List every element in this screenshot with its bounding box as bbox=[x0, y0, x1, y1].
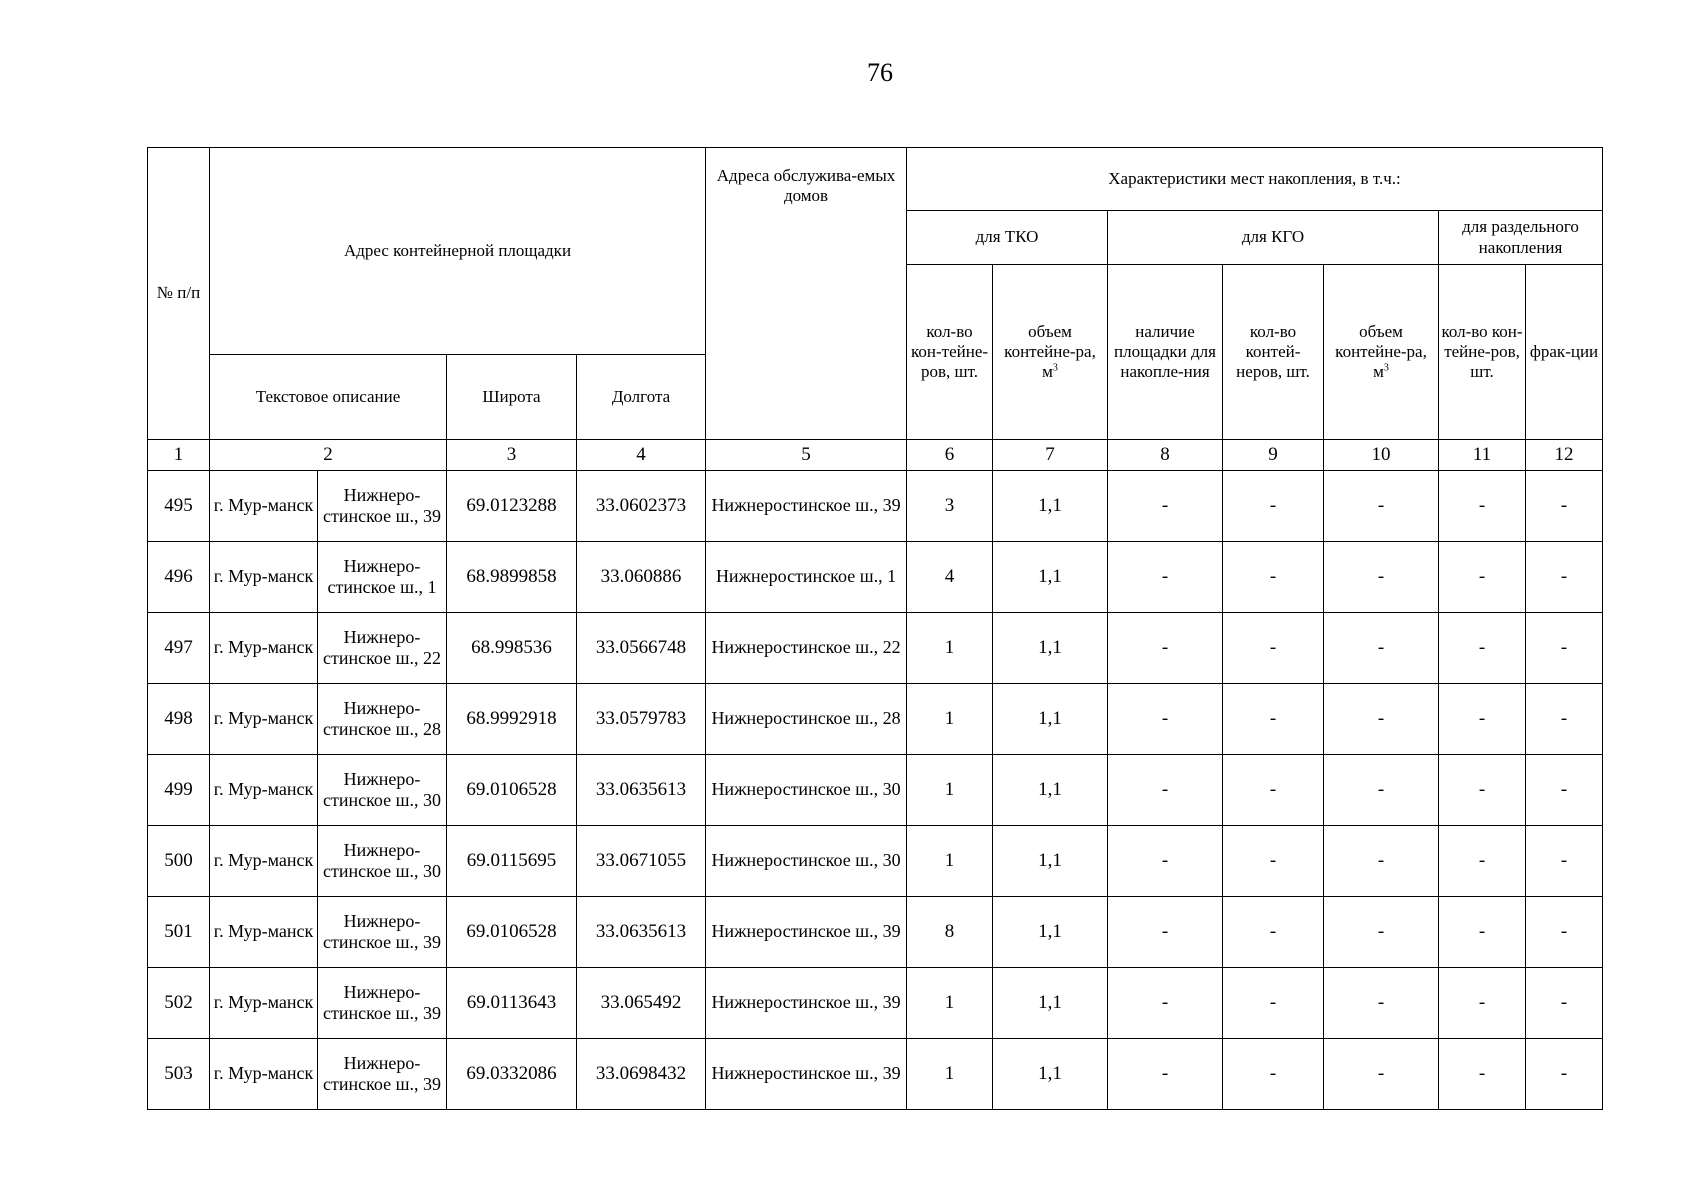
sep-count-cell: - bbox=[1439, 471, 1526, 542]
street-cell: Нижнеро-стинское ш., 22 bbox=[318, 613, 447, 684]
tko-volume-cell: 1,1 bbox=[993, 897, 1108, 968]
tko-count-cell: 1 bbox=[907, 613, 993, 684]
city-cell: г. Мур-манск bbox=[210, 897, 318, 968]
column-number: 4 bbox=[577, 440, 706, 471]
header-tko-volume: объем контейне-ра, $м^3$ bbox=[993, 265, 1108, 440]
sep-fractions-cell: - bbox=[1526, 471, 1603, 542]
sep-fractions-cell: - bbox=[1526, 684, 1603, 755]
street-cell: Нижнеро-стинское ш., 28 bbox=[318, 684, 447, 755]
container-sites-table bbox=[147, 147, 1603, 1110]
header-separate: для раздельного накопления bbox=[1439, 211, 1603, 265]
kgo-volume-cell: - bbox=[1324, 1039, 1439, 1110]
latitude-cell: 69.0106528 bbox=[447, 755, 577, 826]
tko-volume-cell: 1,1 bbox=[993, 1039, 1108, 1110]
kgo-volume-cell: - bbox=[1324, 613, 1439, 684]
latitude-cell: 69.0115695 bbox=[447, 826, 577, 897]
table-row bbox=[148, 471, 1603, 542]
longitude-cell: 33.065492 bbox=[577, 968, 706, 1039]
tko-count-cell: 1 bbox=[907, 968, 993, 1039]
longitude-cell: 33.0602373 bbox=[577, 471, 706, 542]
table-row bbox=[148, 755, 1603, 826]
latitude-cell: 68.998536 bbox=[447, 613, 577, 684]
row-number: 499 bbox=[148, 755, 210, 826]
header-tko: для ТКО bbox=[907, 211, 1108, 265]
latitude-cell: 69.0106528 bbox=[447, 897, 577, 968]
header-kgo-count: кол-во контей-неров, шт. bbox=[1223, 265, 1324, 440]
longitude-cell: 33.0671055 bbox=[577, 826, 706, 897]
tko-count-cell: 4 bbox=[907, 542, 993, 613]
row-number: 496 bbox=[148, 542, 210, 613]
header-kgo: для КГО bbox=[1108, 211, 1439, 265]
kgo-site-cell: - bbox=[1108, 471, 1223, 542]
table-row bbox=[148, 897, 1603, 968]
tko-count-cell: 8 bbox=[907, 897, 993, 968]
city-cell: г. Мур-манск bbox=[210, 1039, 318, 1110]
longitude-cell: 33.0635613 bbox=[577, 897, 706, 968]
column-number: 9 bbox=[1223, 440, 1324, 471]
sep-fractions-cell: - bbox=[1526, 542, 1603, 613]
kgo-count-cell: - bbox=[1223, 1039, 1324, 1110]
kgo-count-cell: - bbox=[1223, 471, 1324, 542]
kgo-count-cell: - bbox=[1223, 968, 1324, 1039]
street-cell: Нижнеро-стинское ш., 30 bbox=[318, 826, 447, 897]
street-cell: Нижнеро-стинское ш., 39 bbox=[318, 968, 447, 1039]
column-number: 6 bbox=[907, 440, 993, 471]
kgo-volume-cell: - bbox=[1324, 897, 1439, 968]
kgo-site-cell: - bbox=[1108, 684, 1223, 755]
header-container-address: Адрес контейнерной площадки bbox=[210, 148, 706, 355]
city-cell: г. Мур-манск bbox=[210, 755, 318, 826]
sep-count-cell: - bbox=[1439, 684, 1526, 755]
tko-count-cell: 3 bbox=[907, 471, 993, 542]
longitude-cell: 33.0566748 bbox=[577, 613, 706, 684]
page-number: 76 bbox=[867, 58, 893, 87]
sep-count-cell: - bbox=[1439, 897, 1526, 968]
tko-volume-cell: 1,1 bbox=[993, 684, 1108, 755]
street-cell: Нижнеро-стинское ш., 1 bbox=[318, 542, 447, 613]
sep-fractions-cell: - bbox=[1526, 1039, 1603, 1110]
longitude-cell: 33.0635613 bbox=[577, 755, 706, 826]
sep-count-cell: - bbox=[1439, 1039, 1526, 1110]
sep-count-cell: - bbox=[1439, 755, 1526, 826]
table-row bbox=[148, 826, 1603, 897]
header-sep-count: кол-во кон-тейне-ров, шт. bbox=[1439, 265, 1526, 440]
header-text-description: Текстовое описание bbox=[210, 355, 447, 440]
kgo-site-cell: - bbox=[1108, 826, 1223, 897]
table-row bbox=[148, 613, 1603, 684]
sep-count-cell: - bbox=[1439, 968, 1526, 1039]
kgo-count-cell: - bbox=[1223, 542, 1324, 613]
header-sep-fractions: фрак-ции bbox=[1526, 265, 1603, 440]
kgo-volume-cell: - bbox=[1324, 471, 1439, 542]
kgo-volume-cell: - bbox=[1324, 542, 1439, 613]
header-characteristics: Характеристики мест накопления, в т.ч.: bbox=[907, 148, 1603, 211]
street-cell: Нижнеро-стинское ш., 39 bbox=[318, 1039, 447, 1110]
sep-count-cell: - bbox=[1439, 826, 1526, 897]
table-row bbox=[148, 1039, 1603, 1110]
kgo-count-cell: - bbox=[1223, 755, 1324, 826]
served-address-cell: Нижнеростинское ш., 39 bbox=[706, 968, 907, 1039]
row-number: 498 bbox=[148, 684, 210, 755]
kgo-volume-cell: - bbox=[1324, 826, 1439, 897]
kgo-volume-cell: - bbox=[1324, 684, 1439, 755]
city-cell: г. Мур-манск bbox=[210, 684, 318, 755]
latitude-cell: 68.9899858 bbox=[447, 542, 577, 613]
column-number: 10 bbox=[1324, 440, 1439, 471]
city-cell: г. Мур-манск bbox=[210, 613, 318, 684]
row-number: 503 bbox=[148, 1039, 210, 1110]
sep-fractions-cell: - bbox=[1526, 968, 1603, 1039]
sep-fractions-cell: - bbox=[1526, 755, 1603, 826]
kgo-site-cell: - bbox=[1108, 968, 1223, 1039]
row-number: 501 bbox=[148, 897, 210, 968]
kgo-site-cell: - bbox=[1108, 755, 1223, 826]
city-cell: г. Мур-манск bbox=[210, 968, 318, 1039]
column-numbers-row bbox=[148, 440, 1603, 471]
sep-fractions-cell: - bbox=[1526, 826, 1603, 897]
kgo-site-cell: - bbox=[1108, 542, 1223, 613]
kgo-site-cell: - bbox=[1108, 1039, 1223, 1110]
header-kgo-site: наличие площадки для накопле-ния bbox=[1108, 265, 1223, 440]
column-number: 2 bbox=[210, 440, 447, 471]
table-row bbox=[148, 684, 1603, 755]
kgo-count-cell: - bbox=[1223, 684, 1324, 755]
kgo-site-cell: - bbox=[1108, 897, 1223, 968]
kgo-volume-cell: - bbox=[1324, 968, 1439, 1039]
column-number: 7 bbox=[993, 440, 1108, 471]
tko-volume-cell: 1,1 bbox=[993, 542, 1108, 613]
row-number: 502 bbox=[148, 968, 210, 1039]
row-number: 497 bbox=[148, 613, 210, 684]
longitude-cell: 33.060886 bbox=[577, 542, 706, 613]
kgo-count-cell: - bbox=[1223, 826, 1324, 897]
column-number: 3 bbox=[447, 440, 577, 471]
longitude-cell: 33.0698432 bbox=[577, 1039, 706, 1110]
row-number: 495 bbox=[148, 471, 210, 542]
served-address-cell: Нижнеростинское ш., 39 bbox=[706, 471, 907, 542]
kgo-site-cell: - bbox=[1108, 613, 1223, 684]
latitude-cell: 69.0123288 bbox=[447, 471, 577, 542]
row-number: 500 bbox=[148, 826, 210, 897]
header-latitude: Широта bbox=[447, 355, 577, 440]
table-row bbox=[148, 542, 1603, 613]
city-cell: г. Мур-манск bbox=[210, 542, 318, 613]
tko-volume-cell: 1,1 bbox=[993, 968, 1108, 1039]
kgo-count-cell: - bbox=[1223, 613, 1324, 684]
header-tko-count: кол-во кон-тейне-ров, шт. bbox=[907, 265, 993, 440]
sep-fractions-cell: - bbox=[1526, 613, 1603, 684]
tko-volume-cell: 1,1 bbox=[993, 755, 1108, 826]
street-cell: Нижнеро-стинское ш., 39 bbox=[318, 897, 447, 968]
sep-count-cell: - bbox=[1439, 542, 1526, 613]
latitude-cell: 68.9992918 bbox=[447, 684, 577, 755]
served-address-cell: Нижнеростинское ш., 39 bbox=[706, 897, 907, 968]
header-kgo-volume: объем контейне-ра, $м^3$ bbox=[1324, 265, 1439, 440]
column-number: 5 bbox=[706, 440, 907, 471]
column-number: 12 bbox=[1526, 440, 1603, 471]
column-number: 1 bbox=[148, 440, 210, 471]
table-body bbox=[148, 471, 1603, 1110]
tko-volume-cell: 1,1 bbox=[993, 613, 1108, 684]
street-cell: Нижнеро-стинское ш., 39 bbox=[318, 471, 447, 542]
longitude-cell: 33.0579783 bbox=[577, 684, 706, 755]
latitude-cell: 69.0113643 bbox=[447, 968, 577, 1039]
tko-count-cell: 1 bbox=[907, 826, 993, 897]
served-address-cell: Нижнеростинское ш., 30 bbox=[706, 826, 907, 897]
street-cell: Нижнеро-стинское ш., 30 bbox=[318, 755, 447, 826]
latitude-cell: 69.0332086 bbox=[447, 1039, 577, 1110]
tko-count-cell: 1 bbox=[907, 755, 993, 826]
tko-volume-cell: 1,1 bbox=[993, 471, 1108, 542]
tko-volume-cell: 1,1 bbox=[993, 826, 1108, 897]
header-served-addresses: Адреса обслужива-емых домов bbox=[706, 148, 907, 440]
table-row bbox=[148, 968, 1603, 1039]
tko-count-cell: 1 bbox=[907, 684, 993, 755]
kgo-count-cell: - bbox=[1223, 897, 1324, 968]
sep-count-cell: - bbox=[1439, 613, 1526, 684]
header-longitude: Долгота bbox=[577, 355, 706, 440]
city-cell: г. Мур-манск bbox=[210, 471, 318, 542]
served-address-cell: Нижнеростинское ш., 30 bbox=[706, 755, 907, 826]
served-address-cell: Нижнеростинское ш., 39 bbox=[706, 1039, 907, 1110]
column-number: 11 bbox=[1439, 440, 1526, 471]
sep-fractions-cell: - bbox=[1526, 897, 1603, 968]
served-address-cell: Нижнеростинское ш., 1 bbox=[706, 542, 907, 613]
kgo-volume-cell: - bbox=[1324, 755, 1439, 826]
tko-count-cell: 1 bbox=[907, 1039, 993, 1110]
served-address-cell: Нижнеростинское ш., 22 bbox=[706, 613, 907, 684]
header-no: № п/п bbox=[148, 148, 210, 440]
column-number: 8 bbox=[1108, 440, 1223, 471]
served-address-cell: Нижнеростинское ш., 28 bbox=[706, 684, 907, 755]
city-cell: г. Мур-манск bbox=[210, 826, 318, 897]
